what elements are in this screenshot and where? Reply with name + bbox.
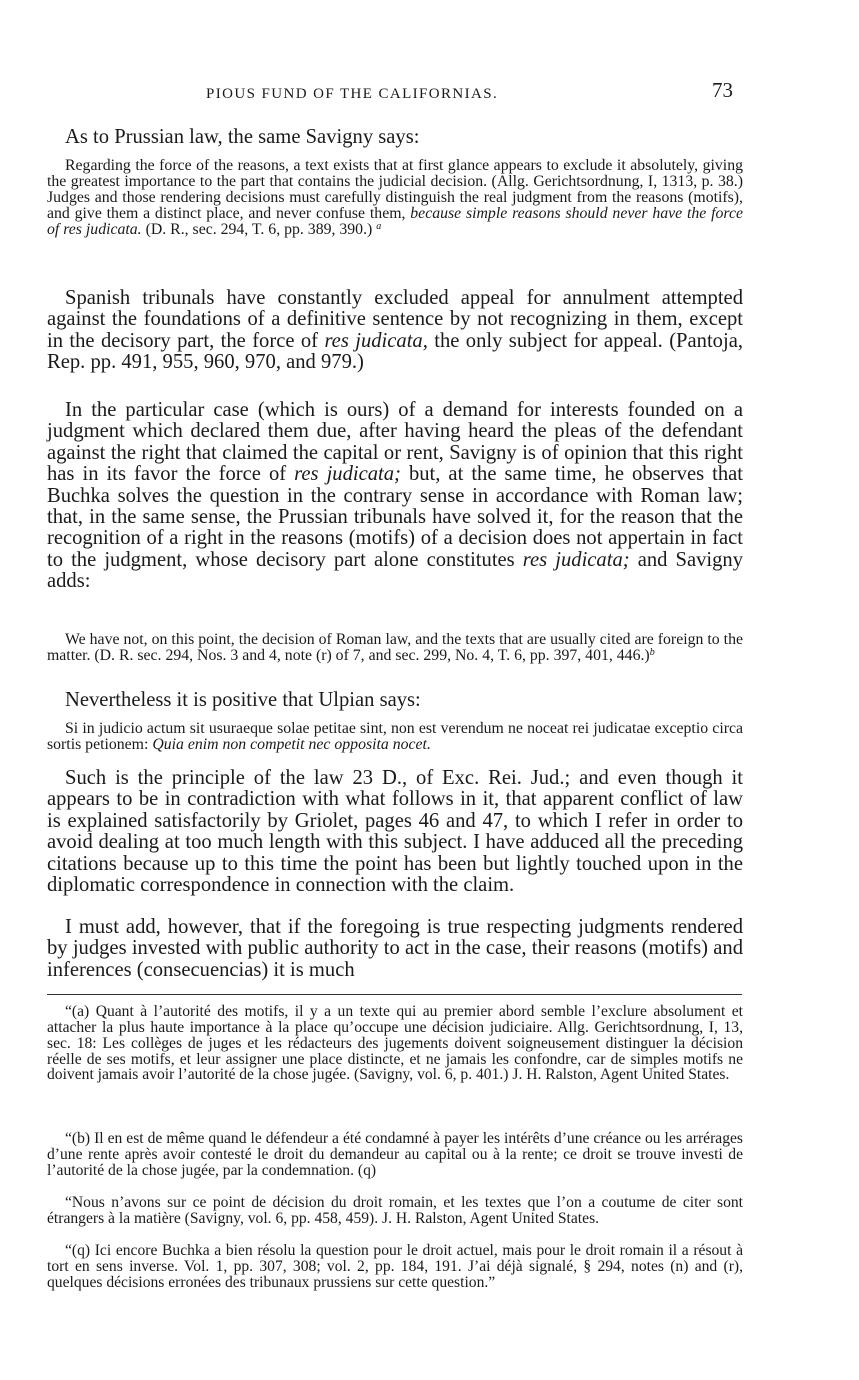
page-number: 73	[712, 78, 733, 102]
quote-savigny-reasons: Regarding the force of the reasons, a text exists that at first glance appears to exclude it absolutely, giving the greatest importance to the part that contains the judicial decision. (Allg. Gerichtsordnung, I, 1313, p. 38.) Judges and those rendering decisions must carefully distinguish the real judgment from the reasons (motifs), and give them a distinct place, and never confuse them, because simple reasons should never have the force of res judicata. (D. R., sec. 294, T. 6, pp. 389, 390.) $^a$	[47, 157, 743, 238]
footnote-divider	[47, 994, 742, 995]
running-title: PIOUS FUND OF THE CALIFORNIAS.	[206, 86, 499, 102]
page-header	[0, 78, 859, 108]
quote-ulpian-latin: Si in judicio actum sit usuraeque solae petitae sint, non est verendum ne noceat rei judicatae exceptio circa sortis petionem: Quia enim non competit nec opposita nocet.	[47, 720, 743, 753]
footnote-c: “Nous n’avons sur ce point de décision du droit romain, et les textes que l’on a coutume de citer sont étrangers à la matière (Savigny, vol. 6, pp. 458, 459). J. H. Ralston, Agent United States.	[47, 1194, 743, 1227]
paragraph-prussian-intro: As to Prussian law, the same Savigny says:	[65, 126, 420, 148]
quote-roman-law: We have not, on this point, the decision of Roman law, and the texts that are usually cited are foreign to the matter. (D. R. sec. 294, Nos. 3 and 4, note (r) of 7, and sec. 299, No. 4, T. 6, pp. 397, 401, 446.)$^b$	[47, 631, 743, 664]
paragraph-spanish-tribunals: Spanish tribunals have constantly excluded appeal for annulment attempted against the foundations of a definitive sentence by not recognizing in them, except in the decisory part, the force of res judicata, the only subject for appeal. (Pantoja, Rep. pp. 491, 955, 960, 970, and 979.)	[47, 287, 743, 374]
footnote-b: “(b) Il en est de même quand le défendeur a été condamné à payer les intérêts d’une créance ou les arrérages d’une rente après avoir contesté le droit du demandeur au capital ou à la rente; ce droit se trouve investi de l’autorité de la chose jugée, par la condemnation. (q)	[47, 1130, 743, 1179]
paragraph-principle-law: Such is the principle of the law 23 D., of Exc. Rei. Jud.; and even though it appears to be in contradiction with what follows in it, that apparent conflict of law is explained satisfactorily by Griolet, pages 46 and 47, to which I refer in order to avoid dealing at too much length with this subject. I have adduced all the preceding citations because up to this time the point has been but lightly touched upon in the diplomatic correspondence in connection with the claim.	[47, 767, 743, 897]
footnote-a: “(a) Quant à l’autorité des motifs, il y a un texte qui au premier abord semble l’exclure absolument et attacher la plus haute importance à la place qu’occupe une décision judiciaire. Allg. Gerichtsordnung, I, 13, sec. 18: Les collèges de juges et les rédacteurs des jugements doivent soigneusement distinguer la décision réelle de ses motifs, et leur assigner une place distincte, et ne jamais les confondre, car de simples motifs ne doivent jamais avoir l’autorité de la chose jugée. (Savigny, vol. 6, p. 401.) J. H. Ralston, Agent United States.	[47, 1003, 743, 1084]
paragraph-ulpian: Nevertheless it is positive that Ulpian says:	[65, 689, 421, 711]
footnote-marker-b: b	[649, 646, 655, 658]
footnote-marker-a: a	[376, 220, 382, 232]
footnote-q: “(q) Ici encore Buchka a bien résolu la question pour le droit actuel, mais pour le droit romain il a résout à tort en sens inverse. Vol. 1, pp. 307, 308; vol. 2, pp. 184, 191. J’ai déjà signalé, § 294, notes (n) and (r), quelques décisions erronées des tribunaux prussiens sur cette question.”	[47, 1242, 743, 1291]
paragraph-particular-case: In the particular case (which is ours) of a demand for interests founded on a judgment which declared them due, after having heard the pleas of the defendant against the right that claimed the capital or rent, Savigny is of opinion that this right has in its favor the force of res judicata; but, at the same time, he observes that Buchka solves the question in the contrary sense in accordance with Roman law; that, in the same sense, the Prussian tribunals have solved it, for the reason that the recognition of a right in the reasons (motifs) of a decision does not appertain in fact to the judgment, whose decisory part alone constitutes res judicata; and Savigny adds:	[47, 399, 744, 593]
paragraph-must-add: I must add, however, that if the foregoing is true respecting judgments rendered by judges invested with public authority to act in the case, their reasons (motifs) and inferences (consecuencias) it is much	[47, 916, 743, 981]
